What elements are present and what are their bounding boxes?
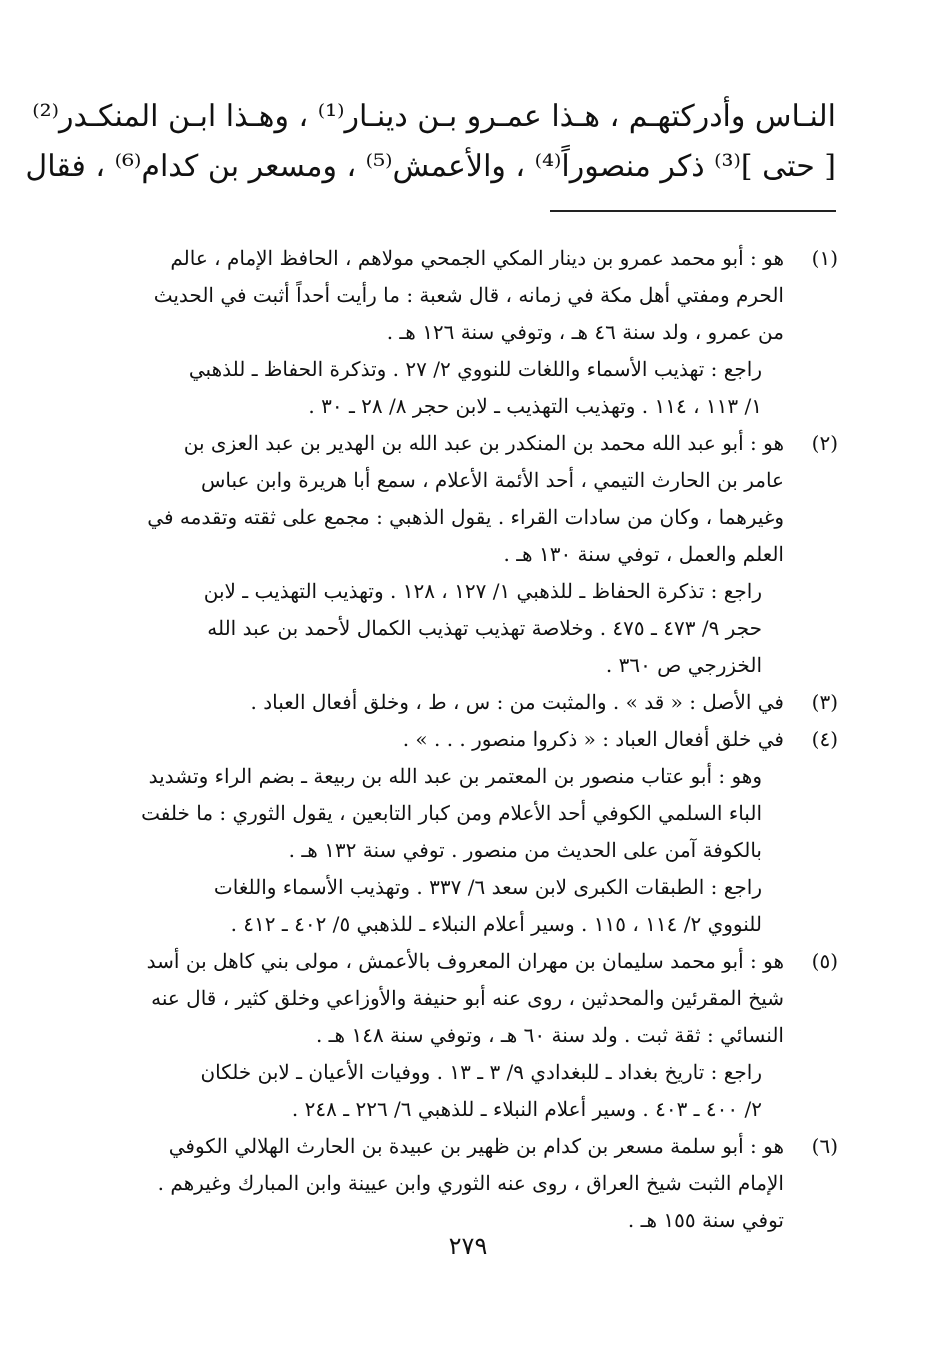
footnote-line: هو : أبو محمد عمرو بن دينار المكي الجمحي مولاهم ، الحافظ الإمام ، عالم [170,246,784,270]
footnote-references [128,758,784,943]
footnote-separator [550,210,836,212]
footnote-line: للنووي ٢/ ١١٤ ، ١١٥ . وسير أعلام النبلاء ـ للذهبي ٥/ ٤٠٢ ـ ٤١٢ . [230,912,762,936]
footnote-1 [128,240,838,425]
footnote-3 [128,684,838,721]
footnote-4 [128,721,838,943]
footnote-line: من عمرو ، ولد سنة ٤٦ هـ ، وتوفي سنة ١٢٦ هـ . [386,320,784,344]
footnote-references [128,351,784,425]
footnote-number: (٦) [811,1134,838,1158]
footnote-line: الإمام الثبت شيخ العراق ، روى عنه الثوري وابن عيينة وابن المبارك وغيرهم . [157,1171,784,1195]
footnote-line: وغيرهما ، وكان من سادات القراء . يقول الذهبي : مجمع على ثقته وتقدمه في [147,505,784,529]
footnote-line: شيخ المقرئين والمحدثين ، روى عنه أبو حنيفة والأوزاعي وخلق كثير ، قال عنه [151,986,784,1010]
footnote-body [128,721,784,758]
footnote-5 [128,943,838,1128]
footnote-2 [128,425,838,684]
footnote-line: ٢/ ٤٠٠ ـ ٤٠٣ . وسير أعلام النبلاء ـ للذهبي ٦/ ٢٢٦ ـ ٢٤٨ . [291,1097,762,1121]
main-text [25,92,836,192]
footnote-line: وهو : أبو عتاب منصور بن المعتمر بن عبد الله بن ربيعة ـ بضم الراء وتشديد [148,764,762,788]
footnote-line: في الأصل : « قد » . والمثبت من : س ، ط ، وخلق أفعال العباد . [250,690,784,714]
footnote-number: (٥) [811,949,838,973]
footnote-line: عامر بن الحارث التيمي ، أحد الأئمة الأعلام ، سمع أبا هريرة وابن عباس [201,468,784,492]
page-number: ٢٧٩ [448,1232,488,1260]
footnote-number: (٣) [811,690,838,714]
footnote-line: راجع : تهذيب الأسماء واللغات للنووي ٢/ ٢٧ . وتذكرة الحفاظ ـ للذهبي [188,357,762,381]
footnote-line: توفي سنة ١٥٥ هـ . [627,1208,784,1232]
footnotes [128,240,838,1239]
footnote-references [128,573,784,684]
footnote-line: في خلق أفعال العباد : « ذكروا منصور . . . » . [402,727,784,751]
footnote-line: النسائي : ثقة ثبت . ولد سنة ٦٠ هـ ، وتوفي سنة ١٤٨ هـ . [315,1023,784,1047]
footnote-6 [128,1128,838,1239]
footnote-line: راجع : الطبقات الكبرى لابن سعد ٦/ ٣٣٧ . وتهذيب الأسماء واللغات [213,875,762,899]
footnote-body [128,943,784,1054]
footnote-body [128,1128,784,1239]
footnote-number: (٤) [811,727,838,751]
footnote-line: راجع : تذكرة الحفاظ ـ للذهبي ١/ ١٢٧ ، ١٢٨ . وتهذيب التهذيب ـ لابن [203,579,762,603]
footnote-line: هو : أبو عبد الله محمد بن المنكدر بن عبد الله بن الهدير بن عبد العزى بن [183,431,784,455]
footnote-body [128,684,784,721]
footnote-line: الباء السلمي الكوفي أحد الأعلام ومن كبار التابعين ، يقول الثوري : ما خلفت [141,801,762,825]
footnote-line: الحرم ومفتي أهل مكة في زمانه ، قال شعبة : ما رأيت أحداً أثبت في الحديث [153,283,784,307]
footnote-line: الخزرجي ص ٣٦٠ . [605,653,762,677]
footnote-line: ١/ ١١٣ ، ١١٤ . وتهذيب التهذيب ـ لابن حجر ٨/ ٢٨ ـ ٣٠ . [308,394,762,418]
footnote-number: (٢) [811,431,838,455]
footnote-line: هو : أبو محمد سليمان بن مهران المعروف بالأعمش ، مولى بني كاهل بن أسد [146,949,784,973]
footnote-line: حجر ٩/ ٤٧٣ ـ ٤٧٥ . وخلاصة تهذيب تهذيب الكمال لأحمد بن عبد الله [207,616,762,640]
footnote-body [128,425,784,573]
footnote-line: بالكوفة آمن على الحديث من منصور . توفي سنة ١٣٢ هـ . [288,838,762,862]
footnote-line: العلم والعمل ، توفي سنة ١٣٠ هـ . [503,542,784,566]
footnote-number: (١) [811,246,838,270]
main-text-line: النـاس وأدركتهـم ، هـذا عمـرو بـن دينـار⁽¹⁾ ، وهـذا ابـن المنكـدر⁽²⁾ [32,99,836,134]
footnote-body [128,240,784,351]
footnote-line: راجع : تاريخ بغداد ـ للبغدادي ٩/ ٣ ـ ١٣ . ووفيات الأعيان ـ لابن خلكان [200,1060,762,1084]
footnote-line: هو : أبو سلمة مسعر بن كدام بن ظهير بن عبيدة بن الحارث الهلالي الكوفي [168,1134,784,1158]
main-text-line: [ حتى ]⁽³⁾ ذكر منصوراً⁽⁴⁾ ، والأعمش⁽⁵⁾ ، ومسعر بن كدام⁽⁶⁾ ، فقال [25,149,836,184]
footnote-references [128,1054,784,1128]
